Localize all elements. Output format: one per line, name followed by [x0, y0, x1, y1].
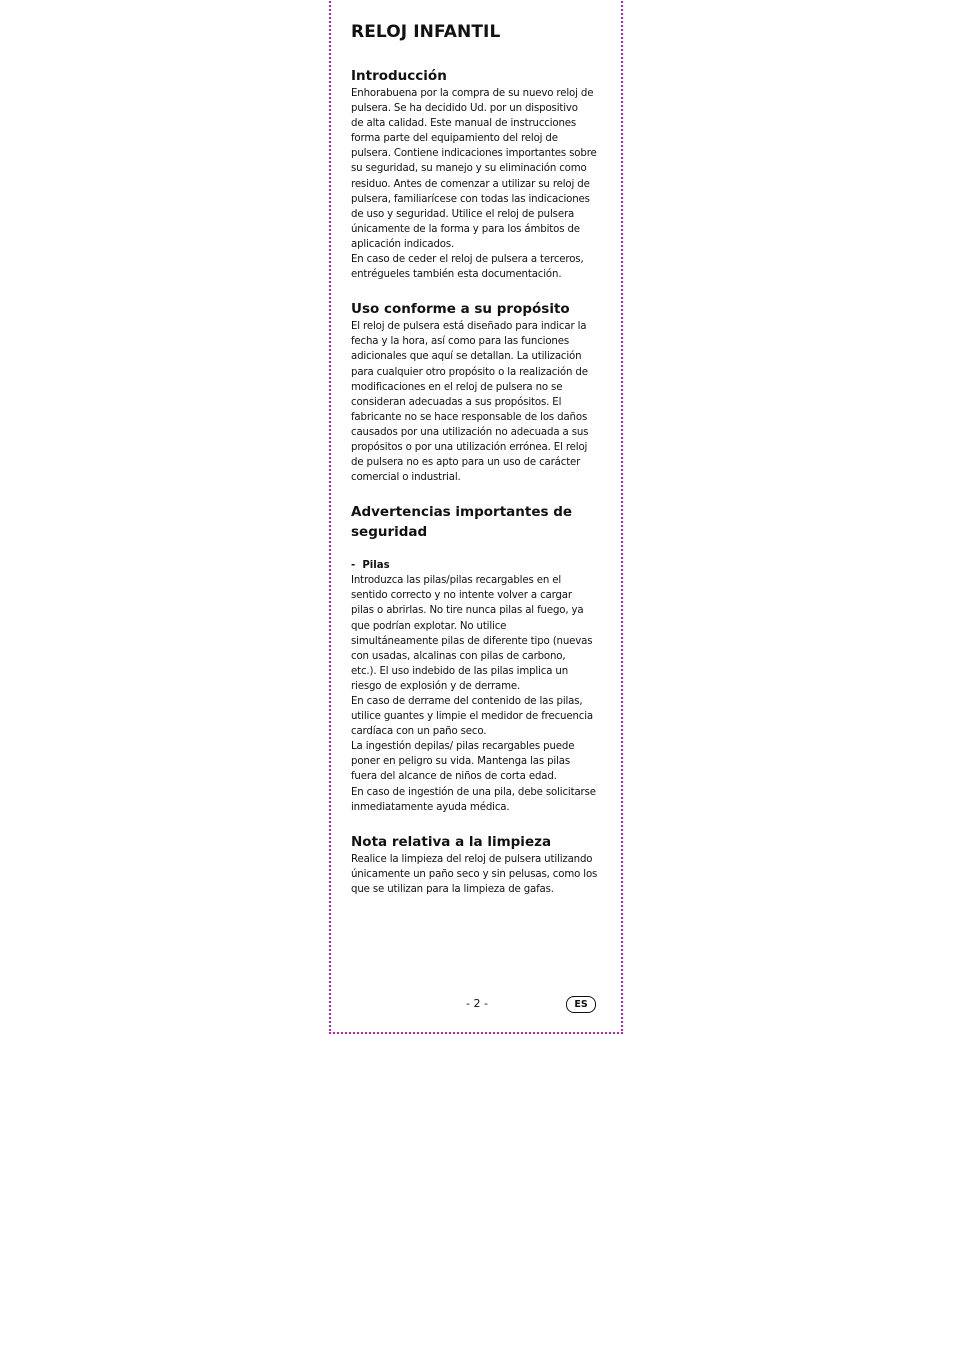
paragraph: Enhorabuena por la compra de su nuevo reloj de pulsera. Se ha decidido Ud. por un dispositivo de alta calidad. Este manual de instrucciones forma parte del equipamiento del reloj de pulsera. Contiene indicaciones importantes sobre su seguridad, su manejo y su eliminación como residuo. Antes de comenzar a utilizar su reloj de pulsera, familiarícese con todas las indicaciones de uso y seguridad. Utilice el reloj de pulsera únicamente de la forma y para los ámbitos de aplicación indicados.	[351, 88, 597, 250]
document-content	[351, 22, 601, 914]
paragraph: Realice la limpieza del reloj de pulsera utilizando únicamente un paño seco y sin pelusas, como los que se utilizan para la limpieza de gafas.	[351, 853, 598, 895]
page-footer	[351, 996, 601, 1014]
section-advertencias	[351, 502, 601, 815]
paragraph: En caso de derrame del contenido de las pilas, utilice guantes y limpie el medidor de frecuencia cardíaca con un paño seco.	[351, 696, 593, 738]
section-uso-conforme	[351, 299, 601, 485]
section-heading: Advertencias importantes de seguridad	[351, 504, 573, 541]
bullet-heading-pilas: - Pilas	[351, 560, 390, 572]
paragraph: La ingestión depilas/ pilas recargables puede poner en peligro su vida. Mantenga las pilas fuera del alcance de niños de corta edad.	[351, 741, 575, 783]
language-badge: ES	[566, 996, 596, 1013]
paragraph: En caso de ceder el reloj de pulsera a terceros, entrégueles también esta documentación.	[351, 254, 584, 281]
section-limpieza	[351, 832, 601, 897]
page-number: - 2 -	[466, 997, 488, 1010]
paragraph: El reloj de pulsera está diseñado para indicar la fecha y la hora, así como para las funciones adicionales que aquí se detallan. La utilización para cualquier otro propósito o la realización de modificaciones en el reloj de pulsera no se consideran adecuadas a sus propósitos. El fabricante no se hace responsable de los daños causados por una utilización no adecuada a sus propósitos o por una utilización errónea. El reloj de pulsera no es apto para un uso de carácter comercial o industrial.	[351, 321, 589, 484]
section-heading: Introducción	[351, 68, 447, 84]
section-introduccion	[351, 66, 601, 282]
section-heading: Nota relativa a la limpieza	[351, 833, 552, 850]
section-heading: Uso conforme a su propósito	[351, 301, 570, 318]
paragraph: Introduzca las pilas/pilas recargables en el sentido correcto y no intente volver a cargar pilas o abrirlas. No tire nunca pilas al fuego, ya que podrían explotar. No utilice simultáneamente pilas de diferente tipo (nuevas con usadas, alcalinas con pilas de carbono, etc.). El uso indebido de las pilas implica un riesgo de explosión y de derrame.	[351, 575, 593, 692]
paragraph: En caso de ingestión de una pila, debe solicitarse inmediatamente ayuda médica.	[351, 786, 596, 813]
document-title: RELOJ INFANTIL	[351, 22, 501, 42]
